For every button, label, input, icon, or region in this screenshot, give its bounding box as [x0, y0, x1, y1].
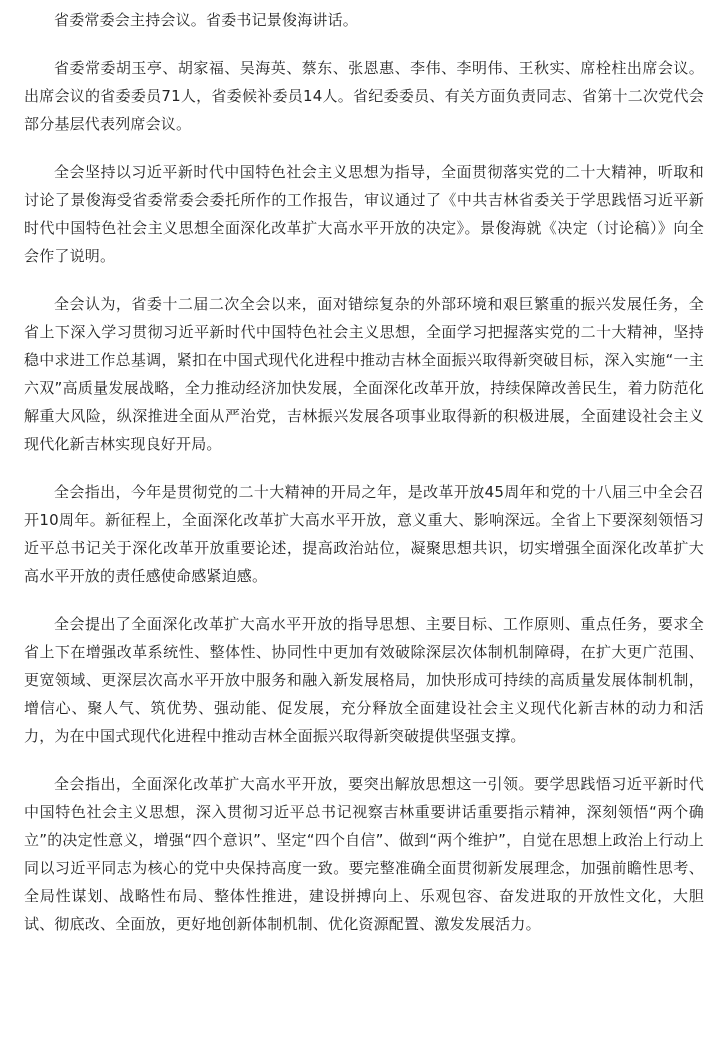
paragraph-6: 全会提出了全面深化改革扩大高水平开放的指导思想、主要目标、工作原则、重点任务，要求全省上下在增强改革系统性、整体性、协同性中更加有效破除深层次体制机制障碍，在扩大更广范围、更宽领域、更深层次高水平开放中服务和融入新发展格局，加快形成可持续的高质量发展体制机制，增信心、聚人气、筑优势、强动能、促发展，充分释放全面建设社会主义现代化新吉林的动力和活力，为在中国式现代化进程中推动吉林全面振兴取得新突破提供坚强支撑。: [24, 615, 704, 745]
paragraph-2: 省委常委胡玉亭、胡家福、吴海英、蔡东、张恩惠、李伟、李明伟、王秋实、席栓柱出席会议。出席会议的省委委员71人，省委候补委员14人。省纪委委员、有关方面负责同志、省第十二次党代会部分基层代表列席会议。: [24, 59, 704, 133]
paragraph-5: 全会指出，今年是贯彻党的二十大精神的开局之年，是改革开放45周年和党的十八届三中全会召开10周年。新征程上，全面深化改革扩大高水平开放，意义重大、影响深远。全省上下要深刻领悟习近平总书记关于深化改革开放重要论述，提高政治站位，凝聚思想共识，切实增强全面深化改革扩大高水平开放的责任感使命感紧迫感。: [24, 483, 704, 585]
paragraph-3: 全会坚持以习近平新时代中国特色社会主义思想为指导，全面贯彻落实党的二十大精神，听取和讨论了景俊海受省委常委会委托所作的工作报告，审议通过了《中共吉林省委关于学思践悟习近平新时代中国特色社会主义思想全面深化改革扩大高水平开放的决定》。景俊海就《决定（讨论稿）》向全会作了说明。: [24, 163, 704, 265]
paragraph-7: 全会指出，全面深化改革扩大高水平开放，要突出解放思想这一引领。要学思践悟习近平新时代中国特色社会主义思想，深入贯彻习近平总书记视察吉林重要讲话重要指示精神，深刻领悟“两个确立”的决定性意义，增强“四个意识”、坚定“四个自信”、做到“两个维护”，自觉在思想上政治上行动上同以习近平同志为核心的党中央保持高度一致。要完整准确全面贯彻新发展理念，加强前瞻性思考、全局性谋划、战略性布局、整体性推进，建设拼搏向上、乐观包容、奋发进取的开放性文化，大胆试、彻底改、全面放，更好地创新体制机制、优化资源配置、激发发展活力。: [24, 775, 704, 933]
paragraph-1: 省委常委会主持会议。省委书记景俊海讲话。: [54, 11, 359, 29]
paragraph-4: 全会认为，省委十二届二次全会以来，面对错综复杂的外部环境和艰巨繁重的振兴发展任务，全省上下深入学习贯彻习近平新时代中国特色社会主义思想，全面学习把握落实党的二十大精神，坚持稳中求进工作总基调，紧扣在中国式现代化进程中推动吉林全面振兴取得新突破目标，深入实施“一主六双”高质量发展战略，全力推动经济加快发展，全面深化改革开放，持续保障改善民生，着力防范化解重大风险，纵深推进全面从严治党，吉林振兴发展各项事业取得新的积极进展，全面建设社会主义现代化新吉林实现良好开局。: [24, 295, 704, 453]
